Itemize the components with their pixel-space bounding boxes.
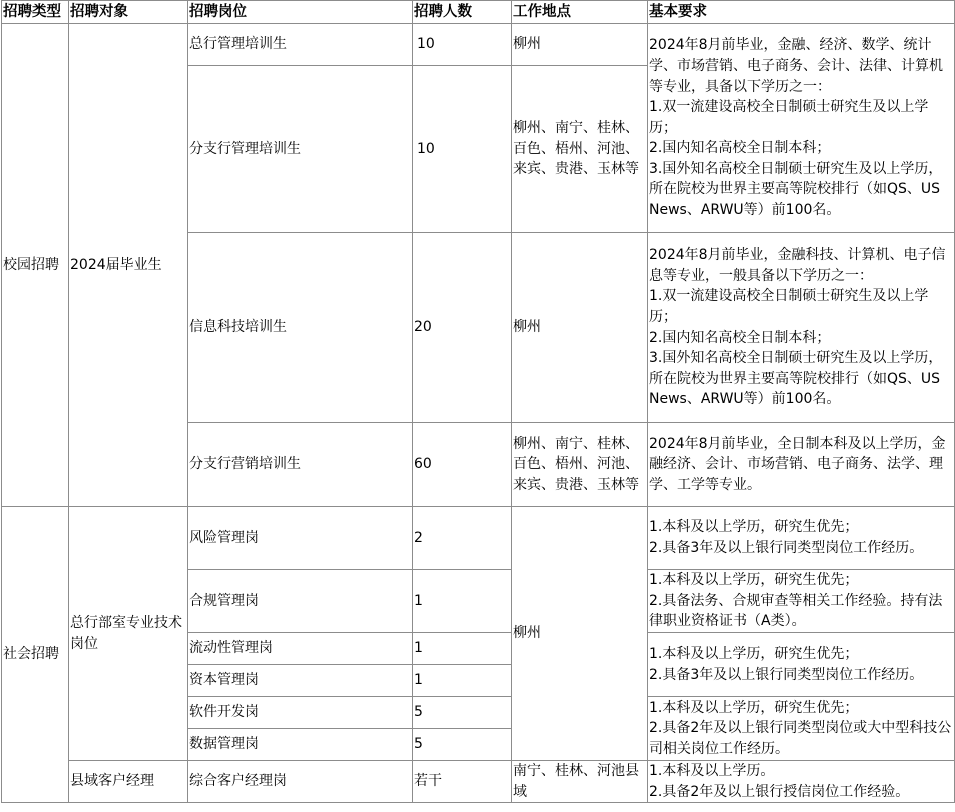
requirements-cell	[648, 570, 955, 633]
table-row	[2, 24, 955, 66]
position-cell: 分支行管理培训生	[188, 66, 413, 233]
header-requirements: 基本要求	[648, 1, 955, 24]
count-cell: 10	[413, 66, 512, 233]
requirement-line: 3.国外知名高校全日制硕士研究生及以上学历，所在院校为世界主要高等院校排行（如QS、US News、ARWU等）前100名。	[649, 160, 943, 219]
position-cell: 资本管理岗	[188, 665, 413, 697]
requirement-line: 2024年8月前毕业，金融科技、计算机、电子信息等专业，一般具备以下学历之一：	[649, 247, 946, 284]
header-location: 工作地点	[512, 1, 648, 24]
location-cell: 柳州	[512, 233, 648, 423]
requirements-cell	[648, 507, 955, 570]
count-cell: 60	[413, 423, 512, 507]
requirement-line: 2.具备3年及以上银行同类型岗位工作经历。	[649, 540, 924, 556]
position-cell: 数据管理岗	[188, 729, 413, 761]
requirement-line: 2024年8月前毕业，全日制本科及以上学历，金融经济、会计、市场营销、电子商务、法学、理学、工学等专业。	[649, 435, 946, 493]
requirements-cell	[648, 233, 955, 423]
recruitment-table	[1, 0, 955, 803]
table-row	[2, 761, 955, 803]
header-type: 招聘类型	[2, 1, 69, 24]
requirement-line: 2.国内知名高校全日制本科；	[649, 140, 831, 157]
count-cell: 5	[413, 729, 512, 761]
position-cell: 流动性管理岗	[188, 633, 413, 665]
count-cell: 1	[413, 665, 512, 697]
position-cell: 合规管理岗	[188, 570, 413, 633]
requirements-cell	[648, 697, 955, 761]
recruit-type-cell: 社会招聘	[2, 507, 69, 803]
requirement-line: 1.双一流建设高校全日制硕士研究生及以上学历；	[649, 99, 929, 136]
requirements-cell	[648, 761, 955, 803]
requirement-line: 2.国内知名高校全日制本科；	[649, 329, 831, 346]
requirement-line: 1.本科及以上学历，研究生优先；	[649, 519, 859, 536]
location-cell: 柳州	[512, 24, 648, 66]
count-cell: 20	[413, 233, 512, 423]
location-cell: 柳州、南宁、桂林、百色、梧州、河池、来宾、贵港、玉林等	[512, 423, 648, 507]
position-cell: 分支行营销培训生	[188, 423, 413, 507]
location-cell: 南宁、桂林、河池县域	[512, 761, 648, 803]
requirements-cell	[648, 24, 955, 233]
recruit-target-cell: 县域客户经理	[69, 761, 188, 803]
header-count: 招聘人数	[413, 1, 512, 24]
count-cell: 若干	[413, 761, 512, 803]
count-cell: 10	[413, 24, 512, 66]
count-cell: 1	[413, 570, 512, 633]
requirement-line: 1.本科及以上学历，研究生优先；	[649, 699, 859, 716]
count-cell: 5	[413, 697, 512, 729]
requirement-line: 2.具备3年及以上银行同类型岗位工作经历。	[649, 666, 924, 683]
position-cell: 软件开发岗	[188, 697, 413, 729]
location-cell: 柳州	[512, 507, 648, 761]
requirement-line: 2.具备2年及以上银行同类型岗位或大中型科技公司相关岗位工作经历。	[649, 720, 952, 757]
table-row	[2, 507, 955, 570]
requirement-line: 3.国外知名高校全日制硕士研究生及以上学历，所在院校为世界主要高等院校排行（如QS、US News、ARWU等）前100名。	[649, 350, 943, 408]
location-cell: 柳州、南宁、桂林、百色、梧州、河池、来宾、贵港、玉林等	[512, 66, 648, 233]
header-target: 招聘对象	[69, 1, 188, 24]
requirements-cell	[648, 423, 955, 507]
position-cell: 综合客户经理岗	[188, 761, 413, 803]
recruit-target-cell: 2024届毕业生	[69, 24, 188, 507]
position-cell: 风险管理岗	[188, 507, 413, 570]
requirement-line: 1.双一流建设高校全日制硕士研究生及以上学历；	[649, 288, 929, 325]
requirement-line: 1.本科及以上学历。	[649, 763, 775, 779]
count-cell: 2	[413, 507, 512, 570]
header-row	[2, 1, 955, 24]
header-position: 招聘岗位	[188, 1, 413, 24]
count-cell: 1	[413, 633, 512, 665]
requirement-line: 2024年8月前毕业，金融、经济、数学、统计学、市场营销、电子商务、会计、法律、计算机等专业，具备以下学历之一：	[649, 37, 943, 95]
requirement-line: 1.本科及以上学历，研究生优先；	[649, 572, 859, 589]
recruit-type-cell: 校园招聘	[2, 24, 69, 507]
position-cell: 总行管理培训生	[188, 24, 413, 66]
requirement-line: 1.本科及以上学历，研究生优先；	[649, 645, 859, 662]
recruit-target-cell: 总行部室专业技术岗位	[69, 507, 188, 761]
requirement-line: 2.具备法务、合规审查等相关工作经验。持有法律职业资格证书（A类）。	[649, 592, 943, 630]
position-cell: 信息科技培训生	[188, 233, 413, 423]
requirement-line: 2.具备2年及以上银行授信岗位工作经验。	[649, 783, 910, 800]
requirements-cell	[648, 633, 955, 697]
